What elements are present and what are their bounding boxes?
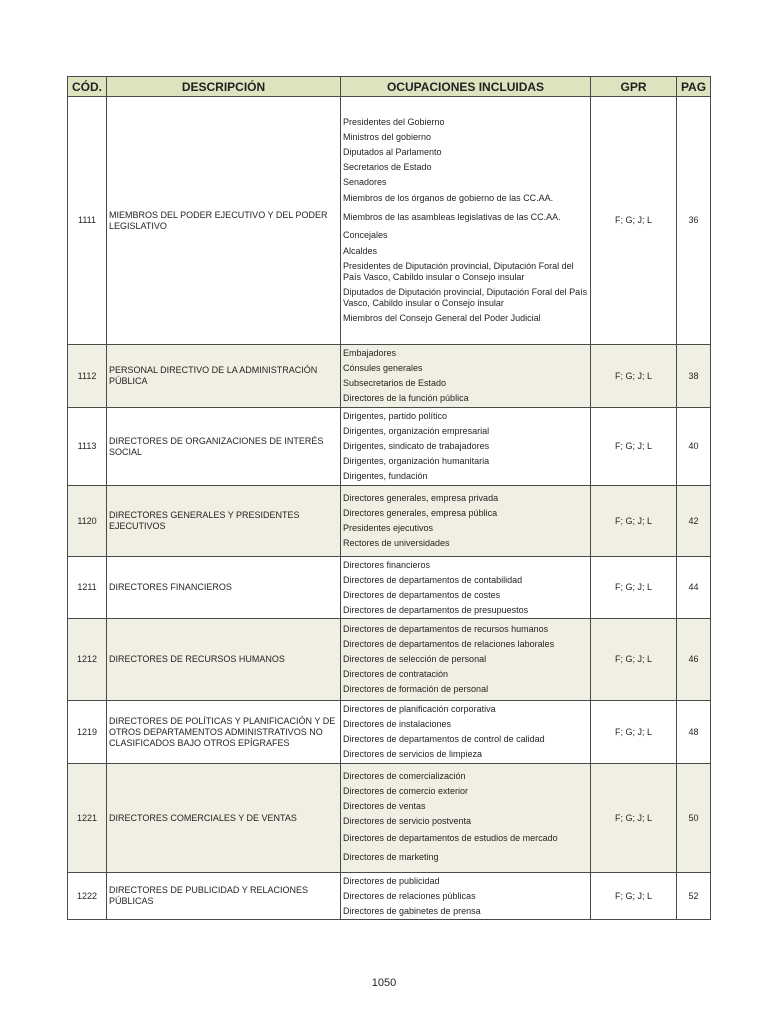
occupation-item: Presidentes ejecutivos xyxy=(343,523,434,533)
row-code: 1212 xyxy=(68,619,107,701)
row-pag: 50 xyxy=(677,764,711,873)
row-description: DIRECTORES COMERCIALES Y DE VENTAS xyxy=(107,764,341,873)
table-row xyxy=(68,345,711,408)
header-pag: PAG xyxy=(677,77,711,97)
occupation-list xyxy=(341,769,590,867)
occupation-item: Diputados al Parlamento xyxy=(343,147,442,157)
occupation-item: Directores de marketing xyxy=(343,852,439,862)
occupation-item: Dirigentes, fundación xyxy=(343,471,428,481)
row-pag: 46 xyxy=(677,619,711,701)
row-pag: 40 xyxy=(677,408,711,486)
occupation-item: Directores de comercio exterior xyxy=(343,786,469,796)
occupation-item: Directores de selección de personal xyxy=(343,654,487,664)
occupation-item: Miembros de los órganos de gobierno de las CC.AA. xyxy=(343,193,554,203)
occupation-item: Directores de servicios de limpieza xyxy=(343,749,483,759)
row-occupations xyxy=(341,345,591,408)
row-code: 1111 xyxy=(68,97,107,345)
table-row xyxy=(68,408,711,486)
header-gpr: GPR xyxy=(591,77,677,97)
table-row xyxy=(68,701,711,764)
occupation-item: Directores de relaciones públicas xyxy=(343,890,476,901)
occupation-item: Senadores xyxy=(343,177,387,187)
table-body xyxy=(68,97,711,920)
occupation-list xyxy=(341,874,590,919)
occupation-item: Diputados de Diputación provincial, Diputación Foral del País Vasco, Cabildo insular o Consejo insular xyxy=(343,287,588,308)
table-row xyxy=(68,873,711,920)
occupation-item: Directores generales, empresa privada xyxy=(343,493,499,503)
occupation-item: Concejales xyxy=(343,229,388,240)
occupation-item: Dirigentes, organización humanitaria xyxy=(343,456,490,466)
occupation-item: Miembros del Consejo General del Poder Judicial xyxy=(343,313,541,323)
occupation-item: Directores de departamentos de costes xyxy=(343,589,501,600)
occupation-item: Directores de gabinetes de prensa xyxy=(343,905,481,916)
row-gpr: F; G; J; L xyxy=(591,408,677,486)
occupation-item: Presidentes del Gobierno xyxy=(343,117,445,127)
header-description: DESCRIPCIÓN xyxy=(107,77,341,97)
row-code: 1113 xyxy=(68,408,107,486)
row-occupations xyxy=(341,619,591,701)
occupation-item: Directores de departamentos de control de calidad xyxy=(343,734,545,744)
header-code: CÓD. xyxy=(68,77,107,97)
occupation-item: Dirigentes, partido político xyxy=(343,411,448,421)
row-occupations xyxy=(341,764,591,873)
occupation-item: Directores de departamentos de relaciones laborales xyxy=(343,639,555,649)
row-description: MIEMBROS DEL PODER EJECUTIVO Y DEL PODER LEGISLATIVO xyxy=(107,97,341,345)
occupation-item: Subsecretarios de Estado xyxy=(343,378,447,388)
occupation-list xyxy=(341,115,590,326)
header-row xyxy=(68,77,711,97)
row-gpr: F; G; J; L xyxy=(591,557,677,619)
row-occupations xyxy=(341,486,591,557)
row-gpr: F; G; J; L xyxy=(591,97,677,345)
occupation-item: Directores de planificación corporativa xyxy=(343,704,496,714)
row-description: DIRECTORES GENERALES Y PRESIDENTES EJECUTIVOS xyxy=(107,486,341,557)
occupation-item: Embajadores xyxy=(343,348,397,358)
occupation-item: Ministros del gobierno xyxy=(343,132,432,142)
row-description: DIRECTORES DE RECURSOS HUMANOS xyxy=(107,619,341,701)
row-code: 1222 xyxy=(68,873,107,920)
occupation-list xyxy=(341,622,590,697)
row-occupations xyxy=(341,701,591,764)
row-gpr: F; G; J; L xyxy=(591,873,677,920)
table-row xyxy=(68,764,711,873)
row-gpr: F; G; J; L xyxy=(591,345,677,408)
row-pag: 52 xyxy=(677,873,711,920)
occupation-item: Directores de departamentos de presupuestos xyxy=(343,604,529,615)
row-code: 1120 xyxy=(68,486,107,557)
occupation-item: Directores de departamentos de recursos humanos xyxy=(343,624,549,634)
occupation-item: Dirigentes, sindicato de trabajadores xyxy=(343,441,490,451)
row-description: PERSONAL DIRECTIVO DE LA ADMINISTRACIÓN PÚBLICA xyxy=(107,345,341,408)
row-pag: 48 xyxy=(677,701,711,764)
header-occupations: OCUPACIONES INCLUIDAS xyxy=(341,77,591,97)
occupation-item: Alcaldes xyxy=(343,245,378,256)
row-code: 1221 xyxy=(68,764,107,873)
occupation-item: Directores de ventas xyxy=(343,801,426,811)
row-gpr: F; G; J; L xyxy=(591,486,677,557)
row-description: DIRECTORES DE PUBLICIDAD Y RELACIONES PÚBLICAS xyxy=(107,873,341,920)
row-gpr: F; G; J; L xyxy=(591,619,677,701)
row-pag: 36 xyxy=(677,97,711,345)
row-occupations xyxy=(341,873,591,920)
table-row xyxy=(68,97,711,345)
page-number: 1050 xyxy=(371,977,397,989)
row-description: DIRECTORES DE POLÍTICAS Y PLANIFICACIÓN Y DE OTROS DEPARTAMENTOS ADMINISTRATIVOS NO CLASIFICADOS BAJO OTROS EPÍGRAFES xyxy=(107,701,341,764)
occupation-item: Directores de contratación xyxy=(343,669,449,679)
occupation-item: Directores de formación de personal xyxy=(343,684,489,694)
occupation-item: Directores de publicidad xyxy=(343,875,440,886)
row-code: 1219 xyxy=(68,701,107,764)
occupation-item: Miembros de las asambleas legislativas de las CC.AA. xyxy=(343,211,561,222)
occupation-item: Cónsules generales xyxy=(343,363,423,373)
table-row xyxy=(68,619,711,701)
row-code: 1211 xyxy=(68,557,107,619)
occupation-list xyxy=(341,702,590,762)
table-row xyxy=(68,486,711,557)
occupation-list xyxy=(341,409,590,484)
occupation-item: Secretarios de Estado xyxy=(343,162,432,172)
occupation-item: Directores de servicio postventa xyxy=(343,816,472,826)
table-row xyxy=(68,557,711,619)
occupation-item: Rectores de universidades xyxy=(343,538,450,548)
row-pag: 42 xyxy=(677,486,711,557)
row-pag: 44 xyxy=(677,557,711,619)
occupation-list xyxy=(341,346,590,406)
row-gpr: F; G; J; L xyxy=(591,701,677,764)
row-gpr: F; G; J; L xyxy=(591,764,677,873)
occupation-item: Directores de departamentos de contabilidad xyxy=(343,574,523,585)
occupation-item: Directores generales, empresa pública xyxy=(343,508,498,518)
occupation-item: Directores financieros xyxy=(343,559,431,570)
row-occupations xyxy=(341,408,591,486)
occupation-item: Directores de departamentos de estudios de mercado xyxy=(343,833,558,843)
occupation-item: Directores de comercialización xyxy=(343,771,466,781)
occupation-list xyxy=(341,491,590,551)
row-description: DIRECTORES FINANCIEROS xyxy=(107,557,341,619)
occupation-item: Directores de instalaciones xyxy=(343,719,452,729)
occupation-item: Directores de la función pública xyxy=(343,393,469,403)
row-pag: 38 xyxy=(677,345,711,408)
row-code: 1112 xyxy=(68,345,107,408)
row-occupations xyxy=(341,557,591,619)
occupations-table xyxy=(67,76,711,920)
occupation-item: Dirigentes, organización empresarial xyxy=(343,426,490,436)
occupation-item: Presidentes de Diputación provincial, Diputación Foral del País Vasco, Cabildo insular o Consejo insular xyxy=(343,261,574,282)
row-description: DIRECTORES DE ORGANIZACIONES DE INTERÉS SOCIAL xyxy=(107,408,341,486)
occupation-list xyxy=(341,558,590,618)
row-occupations xyxy=(341,97,591,345)
